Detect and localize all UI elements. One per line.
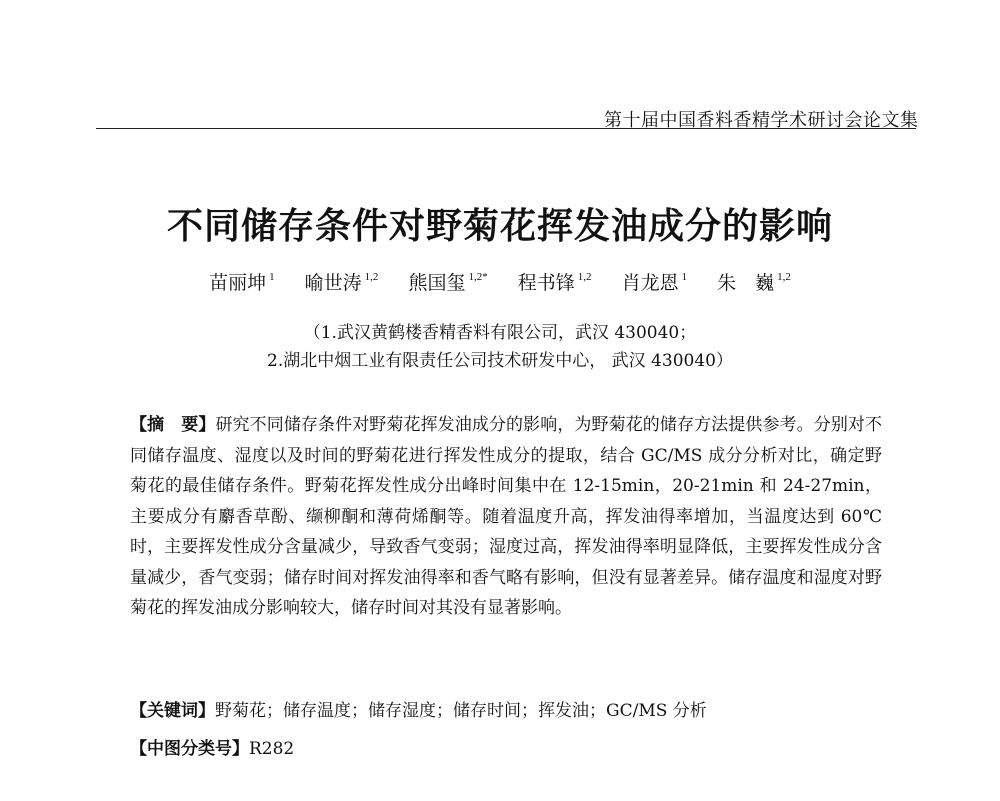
author-name: 肖龙恩 [621, 272, 679, 294]
affiliation-2: 2.湖北中烟工业有限责任公司技术研发中心， 武汉 430040） [267, 351, 733, 371]
author-affiliation-mark: 1,2* [468, 271, 488, 283]
author [209, 268, 275, 295]
header-rule [96, 128, 916, 129]
affiliation-1: （1.武汉黄鹤楼香精香料有限公司，武汉 430040； [303, 323, 697, 343]
author-list [0, 268, 1000, 295]
author-affiliation-mark: 1,2 [777, 271, 791, 283]
author-name: 朱 巍 [717, 272, 775, 294]
author [717, 268, 791, 295]
running-head: 第十届中国香料香精学术研讨会论文集 [604, 110, 919, 131]
abstract-text: 研究不同储存条件对野菊花挥发油成分的影响，为野菊花的储存方法提供参考。分别对不同储存温度、湿度以及时间的野菊花进行挥发性成分的提取，结合 GC/MS 成分分析对比，确定野菊花的最佳储存条件。野菊花挥发性成分出峰时间集中在 12-15min，20-21min 和 24-27min，主要成分有麝香草酚、缬柳酮和薄荷烯酮等。随着温度升高，挥发油得率增加，当温度达到 60℃时，主要挥发性成分含量减少，导致香气变弱；湿度过高，挥发油得率明显降低，主要挥发性成分含量减少，香气变弱；储存时间对挥发油得率和香气略有影响，但没有显著差异。储存温度和湿度对野菊花的挥发油成分影响较大，储存时间对其没有显著影响。 [130, 415, 883, 618]
author-affiliation-mark: 1 [269, 271, 275, 283]
author-name: 程书锋 [517, 272, 575, 294]
abstract-label: 【摘 要】 [130, 415, 216, 435]
abstract [130, 410, 882, 624]
author-name: 熊国玺 [408, 272, 466, 294]
author-name: 苗丽坤 [209, 272, 267, 294]
keywords [130, 696, 707, 721]
classification-text: R282 [249, 739, 295, 759]
classification-label: 【中图分类号】 [130, 739, 249, 759]
author [518, 268, 592, 295]
author-affiliation-mark: 1,2 [577, 271, 592, 283]
paper-title: 不同储存条件对野菊花挥发油成分的影响 [166, 206, 833, 247]
author [408, 268, 487, 295]
keywords-label: 【关键词】 [130, 701, 215, 721]
keywords-text: 野菊花；储存温度；储存湿度；储存时间；挥发油；GC/MS 分析 [215, 701, 707, 721]
author [622, 268, 688, 295]
author-name: 喻世涛 [304, 272, 362, 294]
author [305, 268, 379, 295]
classification-number [130, 734, 294, 759]
author-affiliation-mark: 1,2 [364, 271, 379, 283]
author-affiliation-mark: 1 [681, 271, 688, 283]
